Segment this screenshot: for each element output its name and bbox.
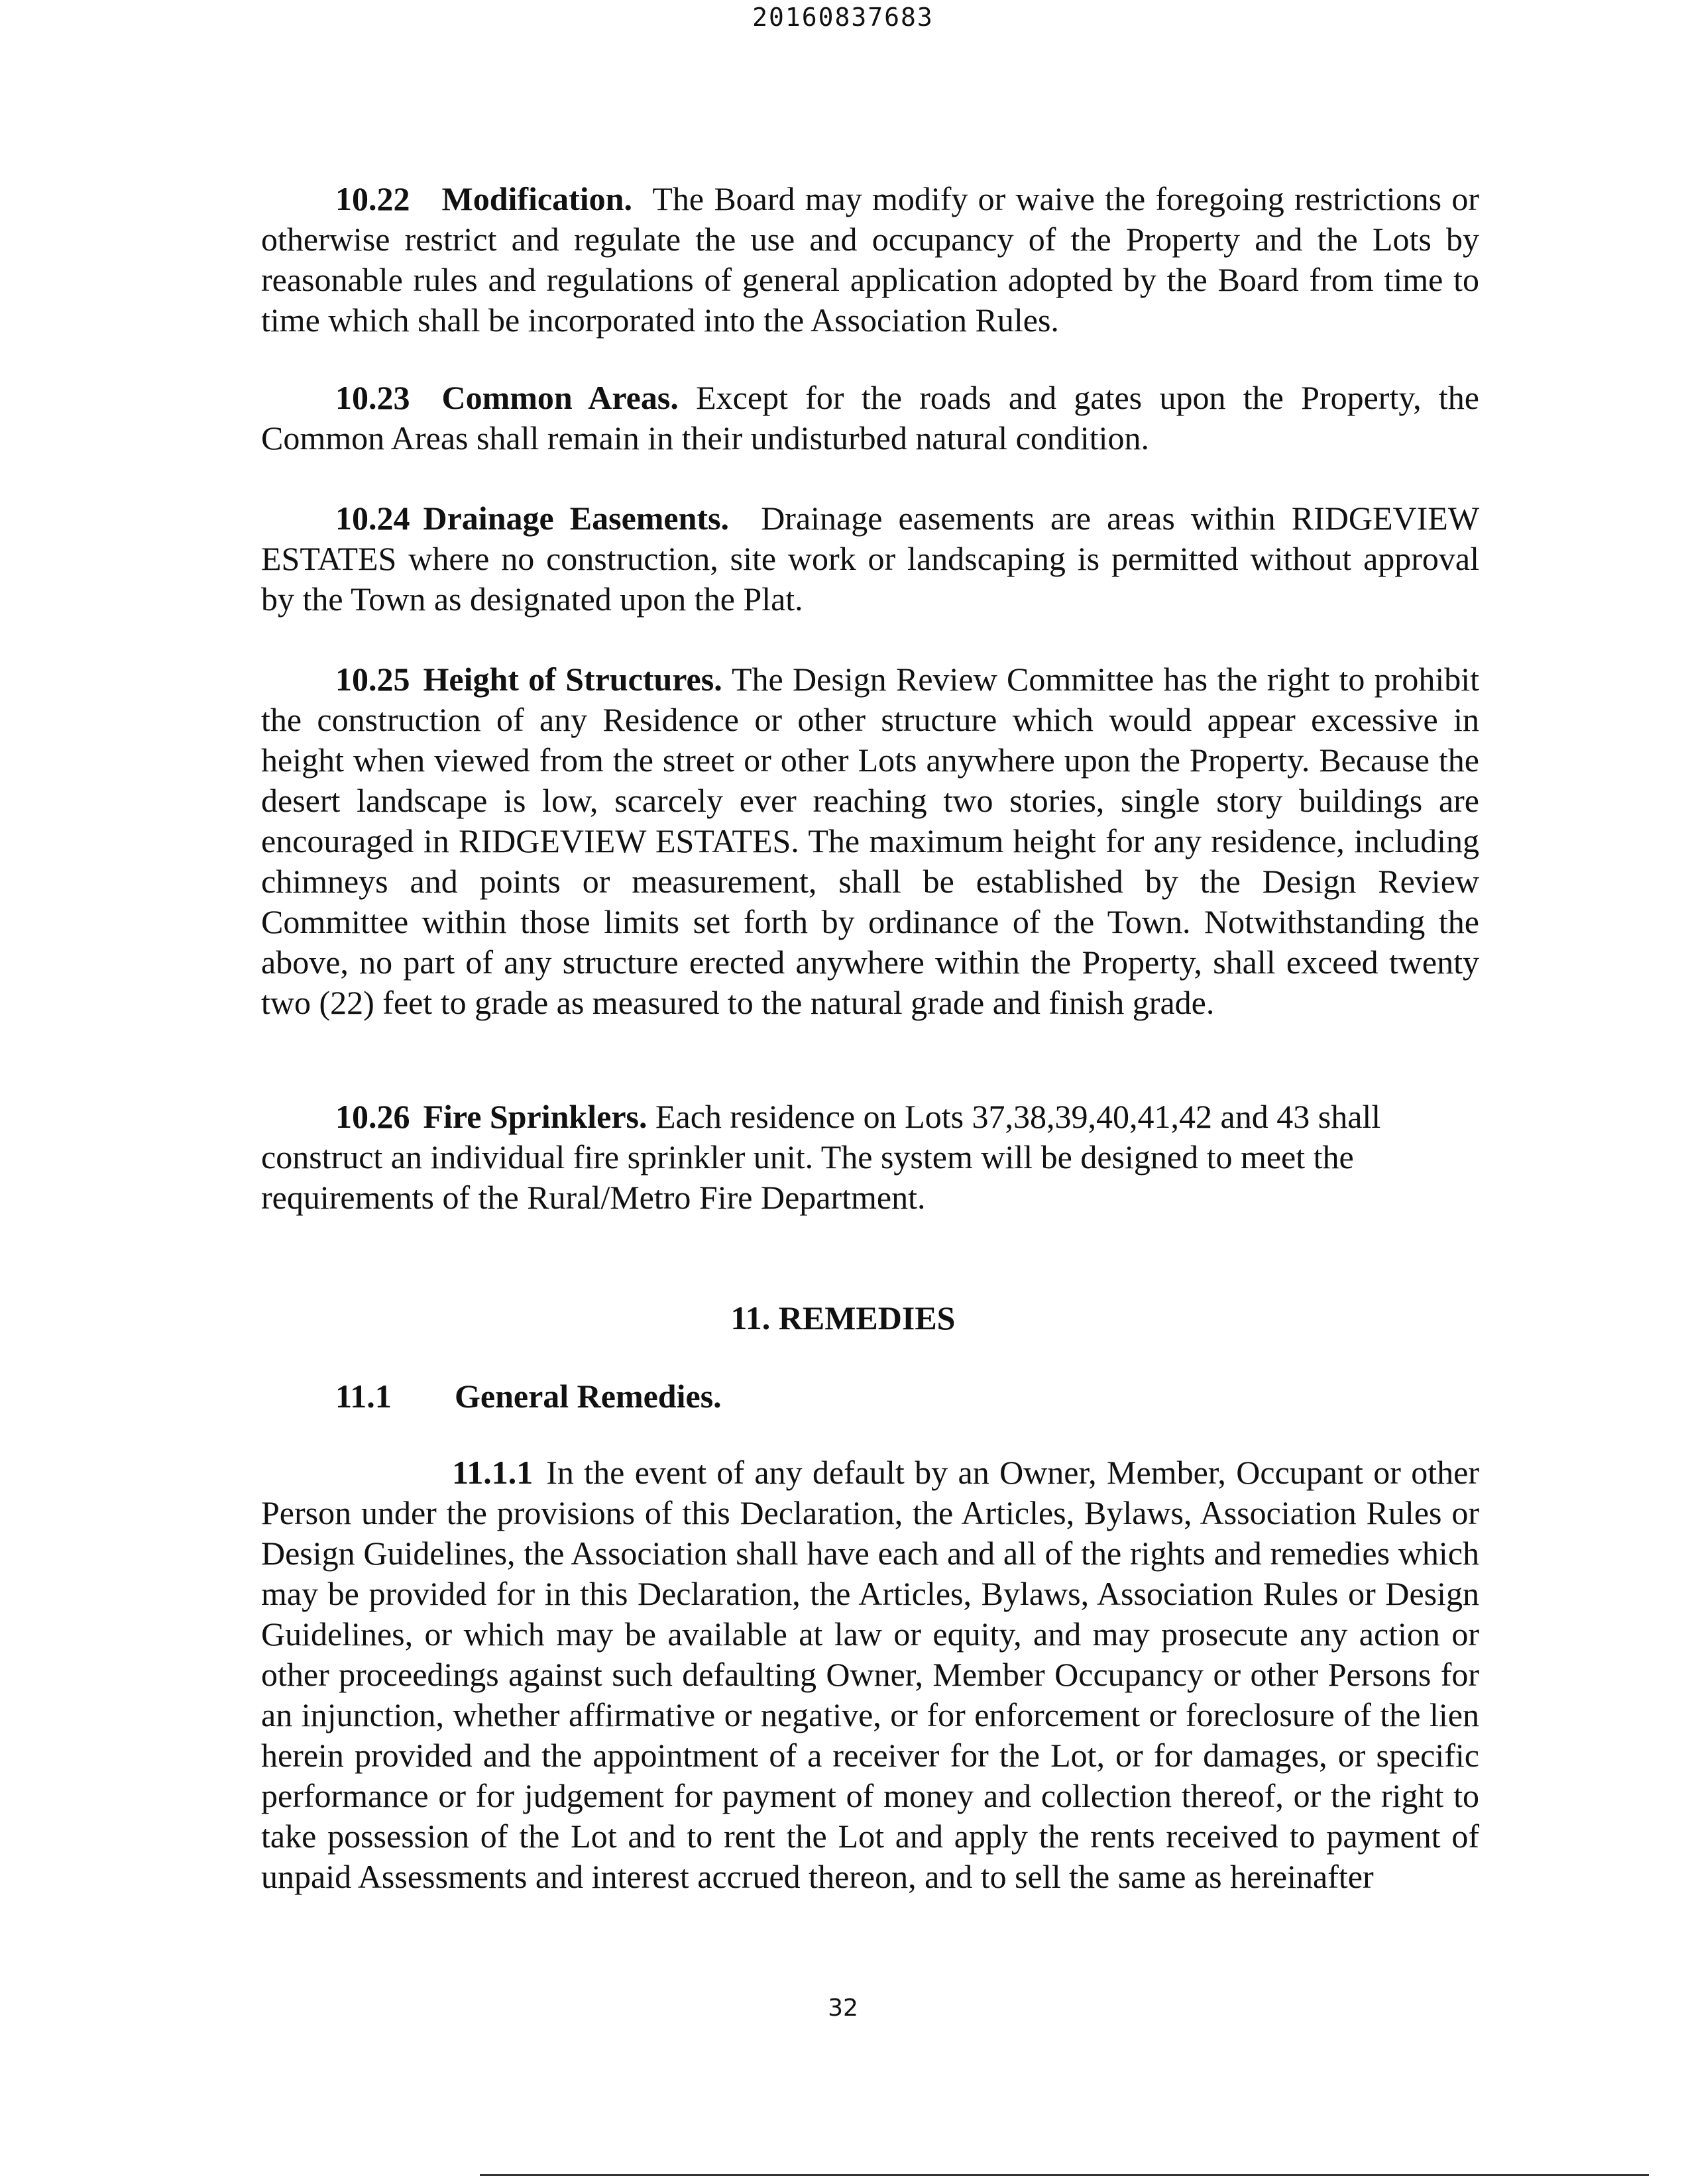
section-title: Common Areas. xyxy=(441,379,679,416)
paragraph xyxy=(261,179,1479,341)
section-number: 10.26 xyxy=(335,1098,410,1135)
section-text: Except for the roads and gates upon the Property, the Common Areas shall remain in their undisturbed natural condition. xyxy=(261,379,1479,457)
section-text: In the event of any default by an Owner, Member, Occupant or other Person under the provisions of this Declaration, the Articles, Bylaws, Association Rules or Design Guidelines, the Association shall have each and all of the rights and remedies which may be provided for in this Declaration, the Articles, Bylaws, Association Rules or Design Guidelines, or which may be available at law or equity, and may prosecute any action or other proceedings against such defaulting Owner, Member Occupancy or other Persons for an injunction, whether affirmative or negative, or for enforcement or foreclosure of the lien herein provided and the appointment of a receiver for the Lot, or for damages, or specific performance or for judgement for payment of money and collection thereof, or the right to take possession of the Lot and to rent the Lot and apply the rents received to payment of unpaid Assessments and interest accrued thereon, and to sell the same as hereinafter xyxy=(261,1454,1479,1895)
subsection-number: 11.1 xyxy=(335,1378,392,1415)
subsection-title: General Remedies. xyxy=(455,1378,722,1415)
section-title: Height of Structures. xyxy=(423,661,722,698)
section-text: Drainage easements are areas within RIDGEVIEW ESTATES where no construction, site work or landscaping is permitted without approval by the Town as designated upon the Plat. xyxy=(261,500,1480,618)
paragraph xyxy=(261,498,1479,620)
paragraph xyxy=(261,1097,1479,1218)
document-number: 20160837683 xyxy=(752,3,934,32)
section-title: Modification. xyxy=(441,180,632,217)
section-title: Drainage Easements. xyxy=(423,500,730,537)
paragraph xyxy=(261,1452,1479,1897)
section-text: Each residence on Lots 37,38,39,40,41,42 and 43 shall construct an individual fire sprinkler unit. The system will be designed to meet the requirements of the Rural/Metro Fire Department. xyxy=(261,1098,1381,1216)
section-number: 10.22 xyxy=(335,180,410,217)
section-11-1-1 xyxy=(261,1452,1479,1897)
section-title: Fire Sprinklers. xyxy=(423,1098,647,1135)
section-10-24 xyxy=(261,498,1479,620)
section-10-23 xyxy=(261,378,1479,459)
section-text: The Design Review Committee has the right to prohibit the construction of any Residence or other structure which would appear excessive in height when viewed from the street or other Lots anywhere upon the Property. Because the desert landscape is low, scarcely ever reaching two stories, single story buildings are encouraged in RIDGEVIEW ESTATES. The maximum height for any residence, including chimneys and points or measurement, shall be established by the Design Review Committee within those limits set forth by ordinance of the Town. Notwithstanding the above, no part of any structure erected anywhere within the Property, shall exceed twenty two (22) feet to grade as measured to the natural grade and finish grade. xyxy=(261,661,1480,1021)
section-10-26 xyxy=(261,1097,1479,1218)
page-number: 32 xyxy=(828,1994,858,2022)
section-number: 10.24 xyxy=(335,500,410,537)
paragraph xyxy=(261,378,1479,459)
section-number: 10.23 xyxy=(335,379,410,416)
section-text: The Board may modify or waive the foregoing restrictions or otherwise restrict and regulate the use and occupancy of the Property and the Lots by reasonable rules and regulations of general application adopted by the Board from time to time which shall be incorporated into the Association Rules. xyxy=(261,180,1479,339)
section-10-25 xyxy=(261,659,1479,1023)
section-10-22 xyxy=(261,179,1479,341)
section-number: 11.1.1 xyxy=(452,1454,534,1491)
section-number: 10.25 xyxy=(335,661,410,698)
paragraph xyxy=(261,659,1479,1023)
footer-divider xyxy=(480,2174,1649,2176)
subsection-heading-general-remedies xyxy=(335,1377,722,1415)
section-heading-remedies: 11. REMEDIES xyxy=(730,1299,956,1337)
